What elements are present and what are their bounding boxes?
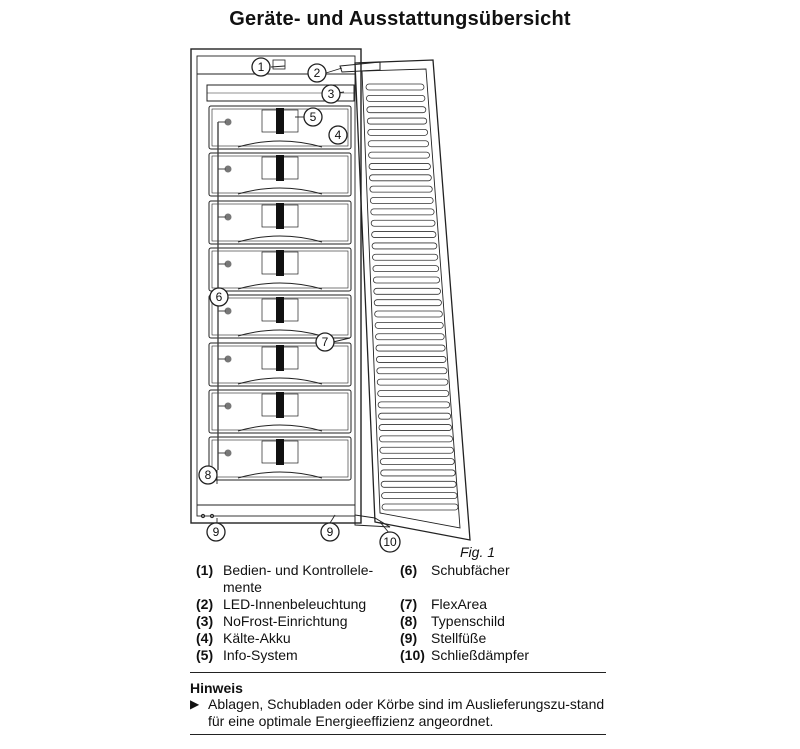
note-heading: Hinweis (190, 680, 243, 696)
door-shelf-slot (369, 152, 430, 158)
door-shelf-slot (375, 311, 443, 317)
door-shelf-slot (370, 186, 432, 192)
door-shelf-slot (366, 95, 424, 101)
door-shelf-slot (368, 129, 428, 135)
door-shelf-slot (376, 334, 445, 340)
door-shelf-slot (377, 379, 448, 385)
page-title: Geräte- und Ausstattungsübersicht (229, 8, 571, 30)
callout-5 (304, 108, 322, 126)
svg-text:2: 2 (313, 66, 321, 80)
callout-4 (329, 126, 347, 144)
drawer (209, 153, 351, 196)
legend-item: (2) LED-Innenbeleuchtung (196, 596, 367, 612)
drawers (209, 106, 351, 480)
door-shelf-slot (366, 84, 424, 90)
drawer (209, 437, 351, 480)
door-shelf-slot (379, 425, 452, 431)
legend-right (400, 562, 529, 664)
legend-item: (4) Kälte-Akku (196, 630, 291, 646)
door-shelf-slot (382, 504, 458, 510)
legend-item-cont: mente (223, 579, 262, 595)
divider (190, 672, 606, 673)
legend-item: (10) Schließdämpfer (400, 647, 530, 663)
callout-9a (207, 523, 225, 541)
svg-text:6: 6 (215, 290, 223, 304)
door-shelf-slot (377, 368, 447, 374)
callout-1 (252, 58, 270, 76)
door-shelf-slot (371, 209, 434, 215)
door-shelf-slot (374, 288, 441, 294)
door-shelf-slot (380, 459, 454, 465)
drawer (209, 295, 351, 338)
door-shelf-slot (374, 300, 441, 306)
door-shelf-slot (368, 141, 428, 147)
door-shelf-slot (367, 107, 426, 113)
door-shelf-slot (379, 413, 451, 419)
door-shelf-slot (372, 254, 437, 260)
drawer (209, 248, 351, 291)
legend-item: (9) Stellfüße (400, 630, 487, 646)
legend-item: (5) Info-System (196, 647, 298, 663)
callout-7 (316, 333, 334, 351)
callout-9b (321, 523, 339, 541)
divider (190, 734, 606, 735)
drawer (209, 390, 351, 433)
callout-2 (308, 64, 326, 82)
svg-text:9: 9 (212, 525, 220, 539)
svg-text:8: 8 (204, 468, 212, 482)
drawer (209, 201, 351, 244)
legend-item: (1) Bedien- und Kontrollele- (196, 562, 374, 578)
svg-text:4: 4 (334, 128, 342, 142)
door-shelf-slot (378, 402, 450, 408)
callout-8 (199, 466, 217, 484)
door-shelf-slot (373, 266, 439, 272)
door-shelf-slot (369, 163, 430, 169)
svg-text:3: 3 (327, 87, 335, 101)
door-shelf-slot (381, 481, 456, 487)
figure-caption: Fig. 1 (460, 544, 496, 560)
legend-item: (6) Schubfächer (400, 562, 510, 578)
arrow-icon: ▶ (190, 697, 200, 711)
door-shelf-slot (380, 447, 454, 453)
door-shelf-slot (375, 322, 443, 328)
door-shelf-slot (376, 345, 445, 351)
door-shelf-slot (370, 198, 433, 204)
svg-text:9: 9 (326, 525, 334, 539)
door-shelf-slot (373, 277, 439, 283)
door-shelf-slot (376, 356, 446, 362)
door-shelf-slot (371, 220, 435, 226)
note-body: Ablagen, Schubladen oder Körbe sind im Auslieferungszu-stand für eine optimale Energieeffizienz angeordnet. (208, 696, 605, 729)
note-text (190, 696, 606, 730)
svg-text:10: 10 (383, 535, 397, 549)
legend-item: (7) FlexArea (400, 596, 488, 612)
door-shelf-slot (379, 436, 452, 442)
legend-item: (3) NoFrost-Einrichtung (196, 613, 348, 629)
callout-10 (380, 532, 400, 552)
legend-item: (8) Typenschild (400, 613, 505, 629)
legend-left (196, 562, 373, 664)
door-shelf-slot (372, 232, 436, 238)
callout-6 (210, 288, 228, 306)
callout-3 (322, 85, 340, 103)
svg-text:1: 1 (257, 60, 265, 74)
svg-text:5: 5 (309, 110, 317, 124)
drawer (209, 106, 351, 149)
door-shelf-slot (367, 118, 426, 124)
svg-text:7: 7 (321, 335, 329, 349)
door-shelf-slot (381, 470, 456, 476)
door-shelf-slot (369, 175, 431, 181)
door-shelf-slot (372, 243, 437, 249)
door-shelf-slot (378, 390, 449, 396)
door-shelf-slot (382, 493, 458, 499)
